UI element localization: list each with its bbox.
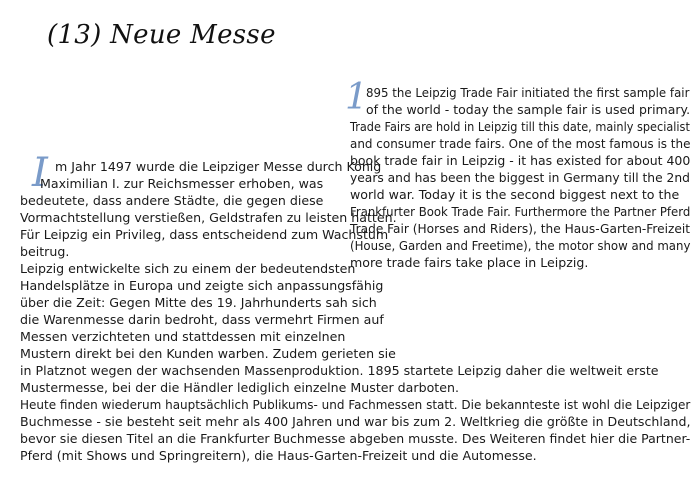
english-line: and consumer trade fairs. One of the most famous is the bbox=[350, 136, 691, 151]
english-line: Trade Fair (Horses and Riders), the Haus-Garten-Freizeit bbox=[350, 221, 691, 236]
german-line: beitrug. bbox=[20, 244, 70, 259]
english-line: Frankfurter Book Trade Fair. Furthermore the Partner Pferd bbox=[350, 204, 691, 219]
german-line: über die Zeit: Gegen Mitte des 19. Jahrhunderts sah sich bbox=[20, 295, 377, 310]
german-line: Pferd (mit Shows und Springreitern), die Haus-Garten-Freizeit und die Automesse. bbox=[20, 448, 537, 463]
german-line: Buchmesse - sie besteht seit mehr als 400 Jahren und war bis zum 2. Weltkrieg die größte in Deutschland, bbox=[20, 414, 691, 429]
german-line: Handelsplätze in Europa und zeigte sich anpassungsfähig bbox=[20, 278, 384, 293]
german-line: m Jahr 1497 wurde die Leipziger Messe durch König bbox=[55, 159, 382, 174]
page-title: (13) Neue Messe bbox=[47, 20, 276, 50]
english-line: more trade fairs take place in Leipzig. bbox=[350, 255, 589, 270]
german-line: bedeutete, dass andere Städte, die gegen diese bbox=[20, 193, 324, 208]
english-line: book trade fair in Leipzig - it has existed for about 400 bbox=[350, 153, 691, 168]
english-line: years and has been the biggest in Germany till the 2nd bbox=[350, 170, 690, 185]
german-line: Heute finden wiederum hauptsächlich Publikums- und Fachmessen statt. Die bekannteste ist wohl die Leipziger bbox=[20, 397, 691, 412]
english-line: of the world - today the sample fair is used primary. bbox=[366, 102, 691, 117]
german-line: Leipzig entwickelte sich zu einem der bedeutendsten bbox=[20, 261, 356, 276]
english-line: 895 the Leipzig Trade Fair initiated the first sample fair bbox=[366, 85, 690, 100]
german-line: Für Leipzig ein Privileg, dass entscheidend zum Wachstum bbox=[20, 227, 389, 242]
english-dropcap: 1 bbox=[345, 77, 368, 118]
german-dropcap: I bbox=[32, 150, 48, 196]
english-line: world war. Today it is the second biggest next to the bbox=[350, 187, 680, 202]
english-line: Trade Fairs are hold in Leipzig till this date, mainly specialist bbox=[350, 119, 690, 134]
german-line: Mustern direkt bei den Kunden warben. Zudem gerieten sie bbox=[20, 346, 396, 361]
german-line: bevor sie diesen Titel an die Frankfurter Buchmesse abgeben musste. Des Weiteren findet hier die Partner- bbox=[20, 431, 691, 446]
german-line: Vormachtstellung verstießen, Geldstrafen zu leisten hatten. bbox=[20, 210, 397, 225]
german-line: Maximilian I. zur Reichsmesser erhoben, was bbox=[40, 176, 324, 191]
english-line: (House, Garden and Freetime), the motor show and many bbox=[350, 238, 691, 253]
german-line: Mustermesse, bei der die Händler lediglich einzelne Muster darboten. bbox=[20, 380, 459, 395]
german-line: die Warenmesse darin bedroht, dass vermehrt Firmen auf bbox=[20, 312, 384, 327]
german-line: Messen verzichteten und stattdessen mit einzelnen bbox=[20, 329, 346, 344]
german-line: in Platznot wegen der wachsenden Massenproduktion. 1895 startete Leipzig daher die weltweit erste bbox=[20, 363, 659, 378]
